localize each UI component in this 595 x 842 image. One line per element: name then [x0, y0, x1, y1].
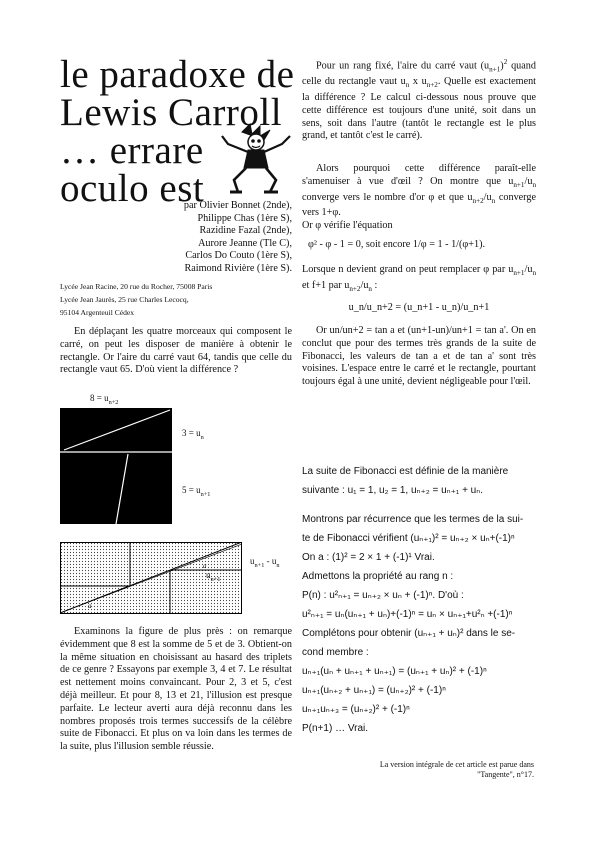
square-figure	[60, 408, 172, 524]
proof-line: Montrons par récurrence que les termes de la sui-	[302, 514, 524, 525]
title-line-4: oculo est	[60, 167, 205, 210]
golden-equation: φ² - φ - 1 = 0, soit encore 1/φ = 1 - 1/(φ+1).	[308, 239, 486, 251]
proof-line: suivante : u₁ = 1, u₂ = 1, uₙ₊₂ = uₙ₊₁ + uₙ.	[302, 485, 484, 496]
proof-line: cond membre :	[302, 647, 369, 658]
label-part-long: $5 = u_{n+1}$	[182, 485, 211, 498]
proof-line: uₙ₊₁uₙ₊₃ = (uₙ₊₂)² + (-1)ⁿ	[302, 704, 410, 715]
equation-intro: Or φ vérifie l'équation	[302, 220, 393, 232]
proof-line: Complétons pour obtenir (uₙ₊₁ + uₙ)² dans le se-	[302, 628, 516, 639]
address-line: Lycée Jean Jaurès, 25 rue Charles Lecocq,	[60, 295, 189, 304]
proof-line: Admettons la propriété au rang n :	[302, 571, 454, 582]
author: par Olivier Bonnet (2nde),	[183, 200, 292, 211]
intro-paragraph: En déplaçant les quatre morceaux qui composent le carré, on peut les disposer de manière à obtenir le rectangle. Or l'aire du carré vaut 64, tandis que celle du rectangle vaut 65. D'où vient la différence ?	[60, 326, 292, 376]
angle-label-a: a	[88, 602, 92, 610]
authors-list	[120, 200, 292, 276]
label-part-short: $3 = u_n$	[182, 428, 204, 441]
label-rect-gap: $u_{n+1} - u_n$	[250, 556, 280, 569]
proof-line: La suite de Fibonacci est définie de la manière	[302, 466, 509, 477]
address-line: Lycée Jean Racine, 20 rue du Rocher, 75008 Paris	[60, 282, 213, 291]
title-line-1: le paradoxe de	[60, 53, 295, 96]
proof-line: uₙ₊₁(uₙ₊₂ + uₙ₊₁) = (uₙ₊₂)² + (-1)ⁿ	[302, 685, 446, 696]
source-note-line: La version intégrale de cet article est parue dans	[379, 760, 534, 769]
proof-line: P(n+1) … Vrai.	[302, 723, 369, 734]
title-line-3: … errare	[60, 129, 204, 172]
label-square-side: $8 = u_{n+2}$	[90, 393, 119, 406]
proof-line: uₙ₊₁(uₙ + uₙ₊₁ + uₙ₊₁) = (uₙ₊₁ + uₙ)² + (-1)ⁿ	[302, 666, 487, 677]
substitution-paragraph: Lorsque n devient grand on peut remplacer φ par $u_{n+1}/u_n$ et f+1 par $u_{n+2}/u_n$ : u_n/u_n+2 = (u_n+1 - u_n)/u_n+1	[302, 264, 536, 313]
address-line: 95104 Argenteuil Cédex	[60, 308, 135, 317]
author: Raimond Rivière (1ère S).	[184, 262, 292, 274]
angle-label-a-prime: a	[203, 562, 207, 570]
golden-ratio-paragraph: Alors pourquoi cette différence paraît-elle s'amenuiser à vue d'œil ? On montre que $u_{n+1}/u_n$ converge vers le nombre d'or φ et que $u_{n+2}/u_n$ converge vers 1+φ. Or φ vérifie l'équation φ² - φ - 1 = 0, soit encore 1/φ = 1 - 1/(φ+1).	[302, 163, 537, 251]
author: Razidine Fazal (2nde),	[199, 225, 292, 237]
author: Philippe Chas (1ère S),	[197, 212, 292, 224]
author: Carlos Do Couto (1ère S),	[185, 250, 292, 262]
fibonacci-proof	[302, 462, 536, 738]
label-rect-height: $u_{n+1}$	[206, 570, 221, 583]
source-note	[302, 760, 534, 780]
proof-line: P(n) : u²ₙ₊₁ = uₙ₊₂ × uₙ + (-1)ⁿ. D'où :	[302, 590, 464, 601]
ratio-equation: u_n/u_n+2 = (u_n+1 - u_n)/u_n+1	[348, 301, 490, 313]
jester-illustration	[212, 122, 298, 196]
author: Aurore Jeanne (Tle C),	[198, 237, 292, 249]
proof-line: te de Fibonacci vérifient (uₙ₊₁)² = uₙ₊₂ × uₙ+(-1)ⁿ	[302, 533, 515, 544]
proof-line: On a : (1)² = 2 × 1 + (-1)¹ Vrai.	[302, 552, 435, 563]
source-note-line: "Tangente", n°17.	[477, 770, 534, 779]
tangent-paragraph: Or un/un+2 = tan a et (un+1-un)/un+1 = tan a'. On en conclut que pour des termes très grands de la suite de Fibonacci, les valeurs de tan a et de tan a' sont très voisines. L'espace entre le carré et le rectangle, pourtant toujours égal à une unité, devient négligeable pour l'œil.	[302, 325, 536, 388]
proof-line: u²ₙ₊₁ = uₙ(uₙ₊₁ + uₙ)+(-1)ⁿ = uₙ × uₙ₊₁+u²ₙ +(-1)ⁿ	[302, 609, 513, 620]
title-line-2: Lewis Carroll	[60, 91, 283, 134]
analysis-paragraph: Examinons la figure de plus près : on remarque évidemment que 8 est la somme de 5 et de 3. Obtient-on la même situation en choisissant au hasard des triplets de ce genre ? Essayons par exemple 3, 4 et 7. Le résultat est nettement moins convaincant. Pour 2, 3 et 5, c'est déjà meilleur. Et pour 8, 13 et 21, l'illusion est presque parfaite. Le lecteur averti aura déjà reconnu dans les nombres proposés trois termes successifs de la célèbre suite de Fibonacci. Et plus on va loin dans les termes de la suite, plus l'illusion semble réussie.	[60, 626, 292, 753]
area-paragraph: Pour un rang fixé, l'aire du carré vaut $(u_{n+1})^2$ quand celle du rectangle vaut $u_n$ x $u_{n+2}$. Quelle est exactement la différence ? Le calcul ci-dessous nous prouve que cette différence est toujours d'une unité, soit dans un sens, soit dans l'autre (tantôt le rectangle est le plus grand, et tantôt c'est le carré).	[302, 58, 537, 142]
school-addresses	[60, 280, 300, 319]
